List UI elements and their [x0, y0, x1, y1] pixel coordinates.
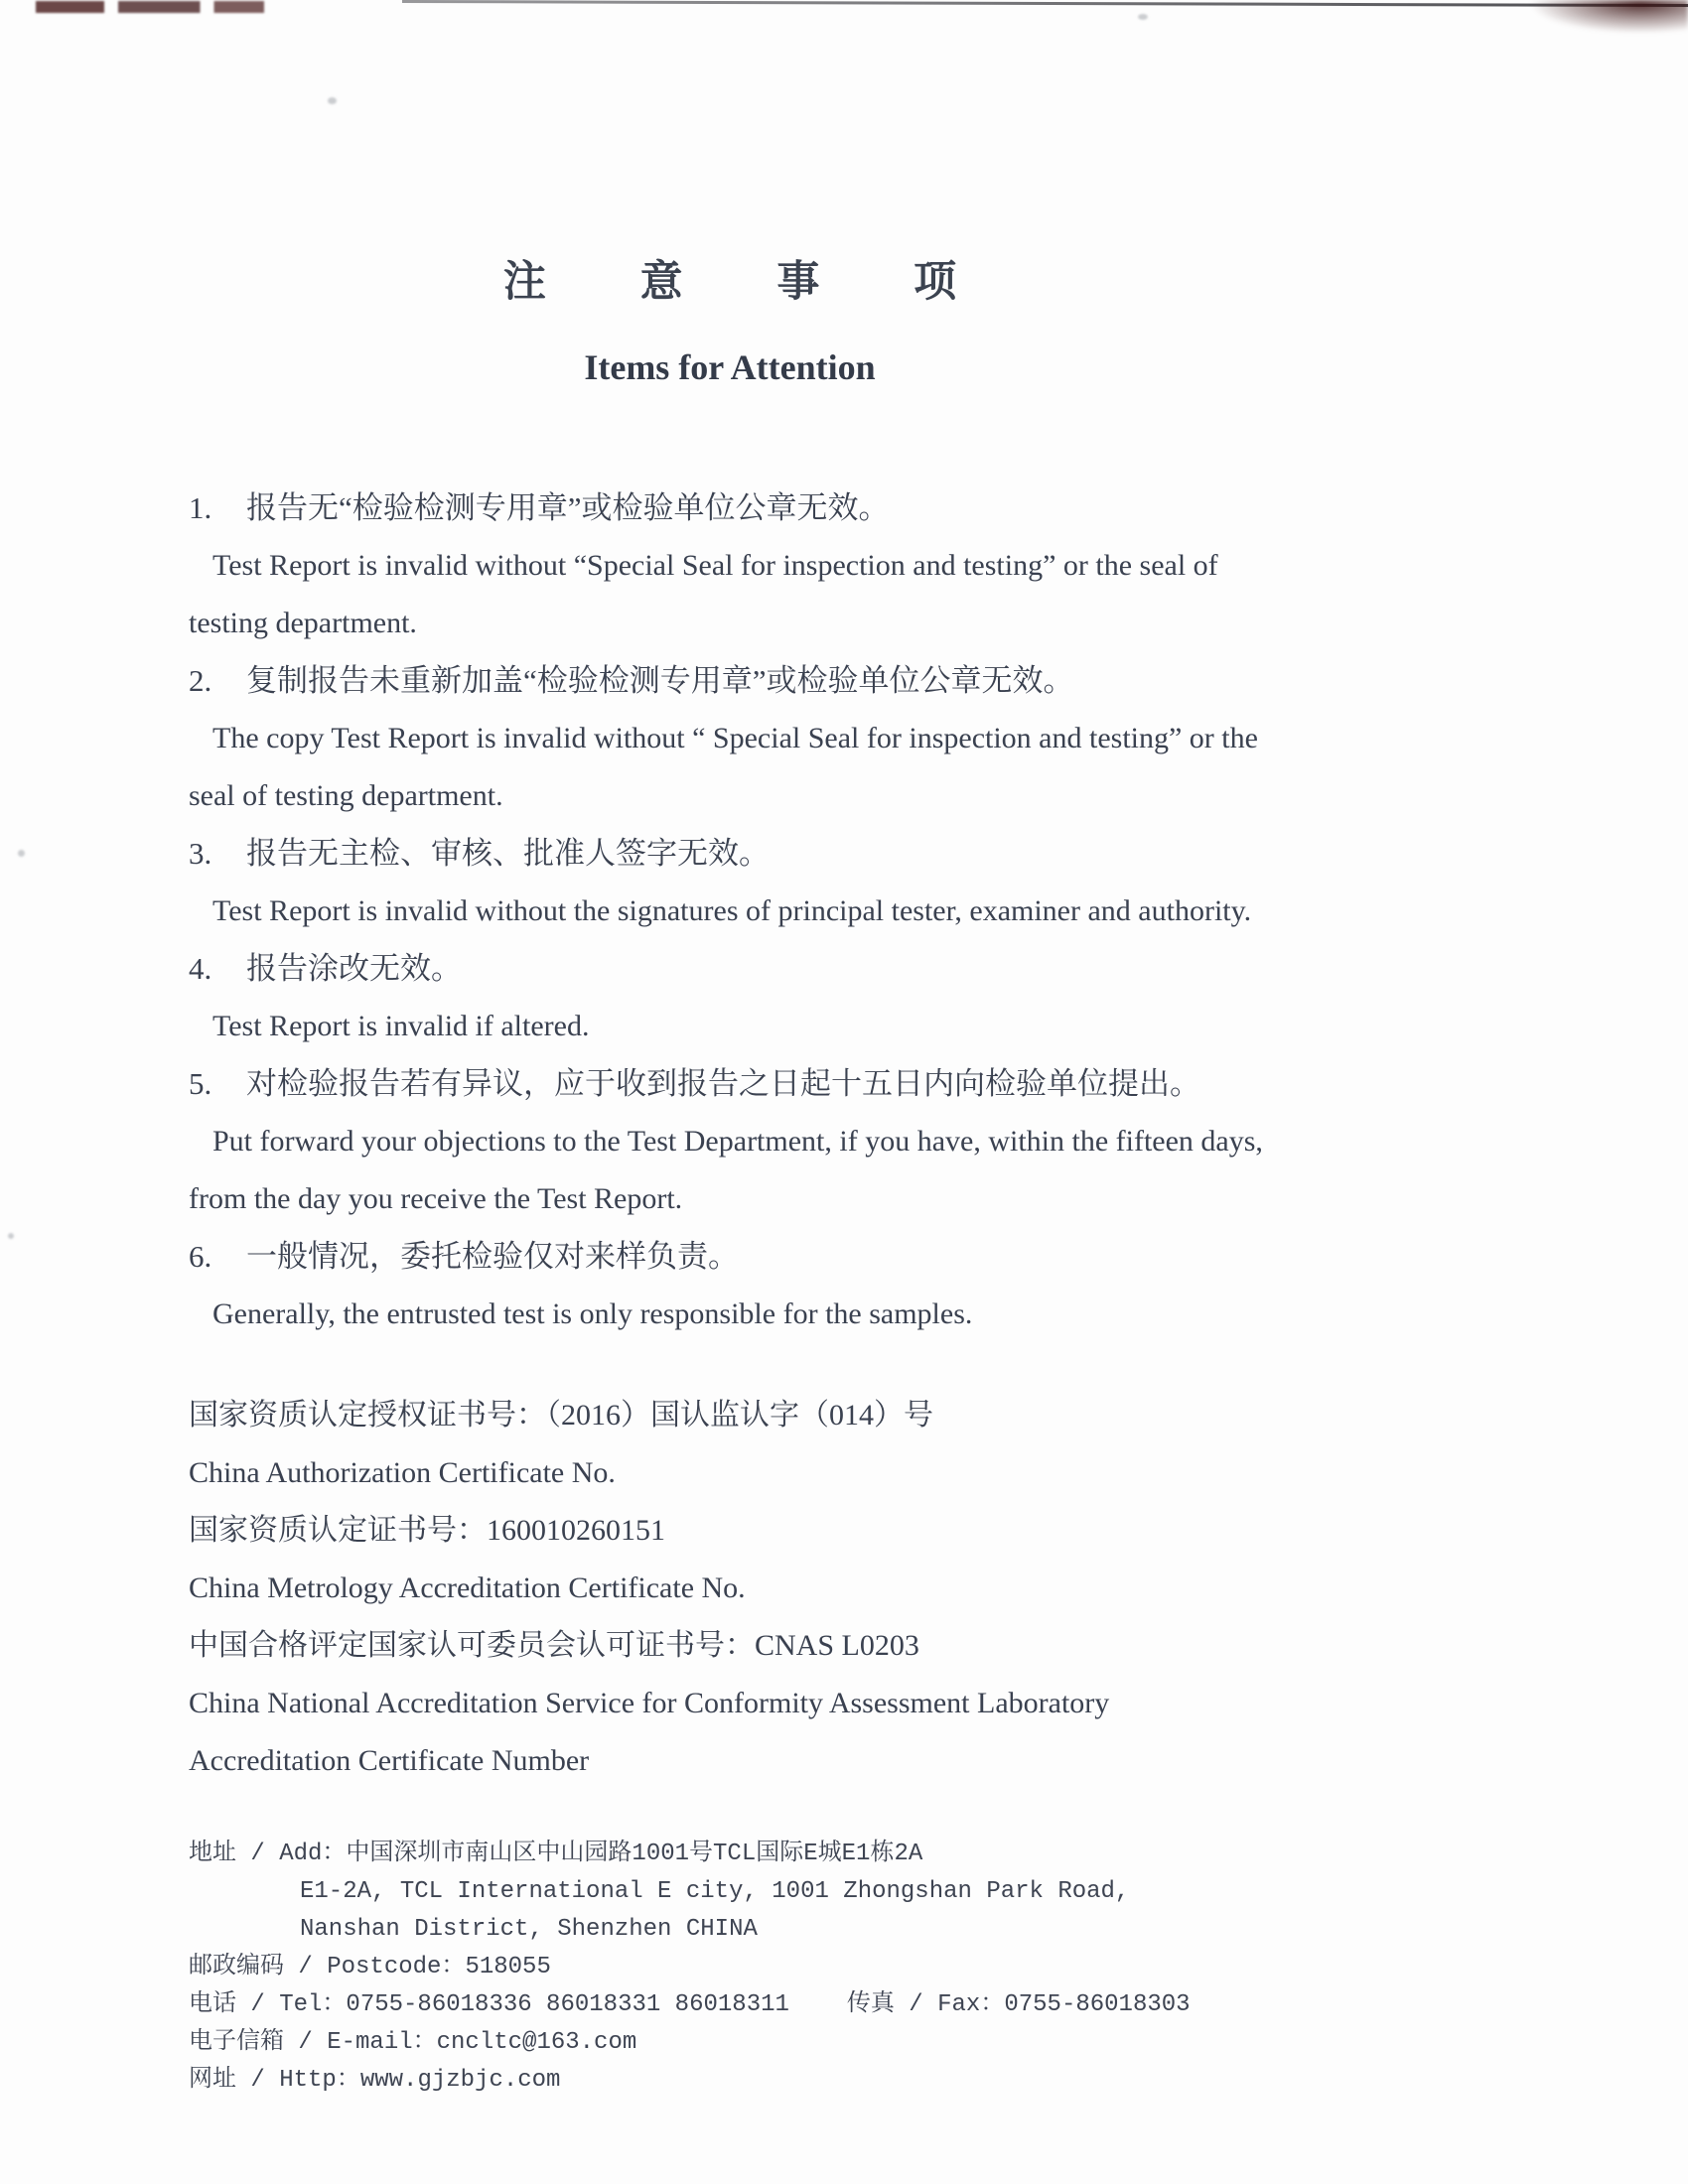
item-3-number: 3. [189, 836, 212, 871]
contact-info-section [189, 1836, 1271, 2100]
website-label: 网址 / Http： [189, 2067, 360, 2094]
item-1-number: 1. [189, 490, 212, 525]
attention-items-list [189, 479, 1271, 1343]
cnas-certificate-chinese: 中国合格评定国家认可委员会认可证书号：CNAS L0203 [189, 1629, 919, 1662]
item-6-chinese-text: 一般情况，委托检验仅对来样负责。 [246, 1239, 739, 1274]
item-2-chinese-text: 复制报告未重新加盖“检验检测专用章”或检验单位公章无效。 [246, 663, 1074, 698]
address-english-line-1: E1-2A, TCL International E city, 1001 Zhongshan Park Road, [300, 1878, 1130, 1905]
address-chinese: 中国深圳市南山区中山园路1001号TCL国际E城E1栋2A [346, 1841, 923, 1867]
item-1-english: Test Report is invalid without “Special Seal for inspection and testing” or the seal of testing department. [189, 549, 1218, 639]
postcode-label: 邮政编码 / Postcode： [189, 1954, 466, 1980]
tel-value: 0755-86018336 86018331 86018311 [346, 1991, 789, 2018]
item-1-chinese [189, 479, 1271, 537]
postcode-line [189, 1949, 1271, 1986]
metrology-certificate-english: China Metrology Accreditation Certificate No. [189, 1571, 746, 1604]
item-1-chinese-text: 报告无“检验检测专用章”或检验单位公章无效。 [246, 490, 890, 525]
authorization-certificate-english: China Authorization Certificate No. [189, 1456, 616, 1489]
fax-label: 传真 / Fax： [846, 1991, 1005, 2018]
postcode-value: 518055 [465, 1954, 551, 1980]
fax-value: 0755-86018303 [1004, 1991, 1191, 2018]
tel-label: 电话 / Tel： [189, 1991, 347, 2018]
item-2-english: The copy Test Report is invalid without “ Special Seal for inspection and testing” or the seal of testing department. [189, 722, 1258, 812]
authorization-certificate-chinese: 国家资质认定授权证书号：（2016）国认监认字（014）号 [189, 1399, 933, 1432]
website-line [189, 2062, 1271, 2100]
item-2-chinese [189, 652, 1271, 710]
item-4-chinese [189, 940, 1271, 998]
metrology-certificate-chinese: 国家资质认定证书号：160010260151 [189, 1514, 665, 1547]
item-6-chinese [189, 1228, 1271, 1286]
address-label: 地址 / Add： [189, 1841, 347, 1867]
cnas-certificate-english: China National Accreditation Service for Conformity Assessment Laboratory Accreditation Certificate Number [189, 1687, 1110, 1777]
email-line [189, 2024, 1271, 2062]
item-3-chinese [189, 825, 1271, 883]
item-4-chinese-text: 报告涂改无效。 [246, 951, 462, 986]
address-english-line-2: Nanshan District, Shenzhen CHINA [300, 1916, 758, 1943]
item-5-number: 5. [189, 1066, 212, 1101]
item-5-english: Put forward your objections to the Test Department, if you have, within the fifteen days, from the day you receive the Test Report. [189, 1125, 1263, 1215]
certificate-numbers-section [189, 1387, 1271, 1790]
item-6-number: 6. [189, 1239, 212, 1274]
page-title-chinese: 注 意 事 项 [502, 259, 999, 306]
item-5-chinese [189, 1055, 1271, 1113]
item-4-number: 4. [189, 951, 212, 986]
item-6-english: Generally, the entrusted test is only responsible for the samples. [212, 1297, 973, 1330]
item-2-number: 2. [189, 663, 212, 698]
item-3-chinese-text: 报告无主检、审核、批准人签字无效。 [246, 836, 770, 871]
email-label: 电子信箱 / E-mail： [189, 2029, 437, 2056]
tel-fax-line [189, 1986, 1271, 2024]
email-value: cncltc@163.com [436, 2029, 637, 2056]
item-5-chinese-text: 对检验报告若有异议，应于收到报告之日起十五日内向检验单位提出。 [246, 1066, 1200, 1101]
website-value: www.gjzbjc.com [359, 2067, 561, 2094]
address-line [189, 1836, 1271, 1873]
item-4-english: Test Report is invalid if altered. [212, 1010, 590, 1042]
item-3-english: Test Report is invalid without the signatures of principal tester, examiner and authority. [212, 894, 1252, 927]
page-title-english: Items for Attention [584, 347, 876, 387]
